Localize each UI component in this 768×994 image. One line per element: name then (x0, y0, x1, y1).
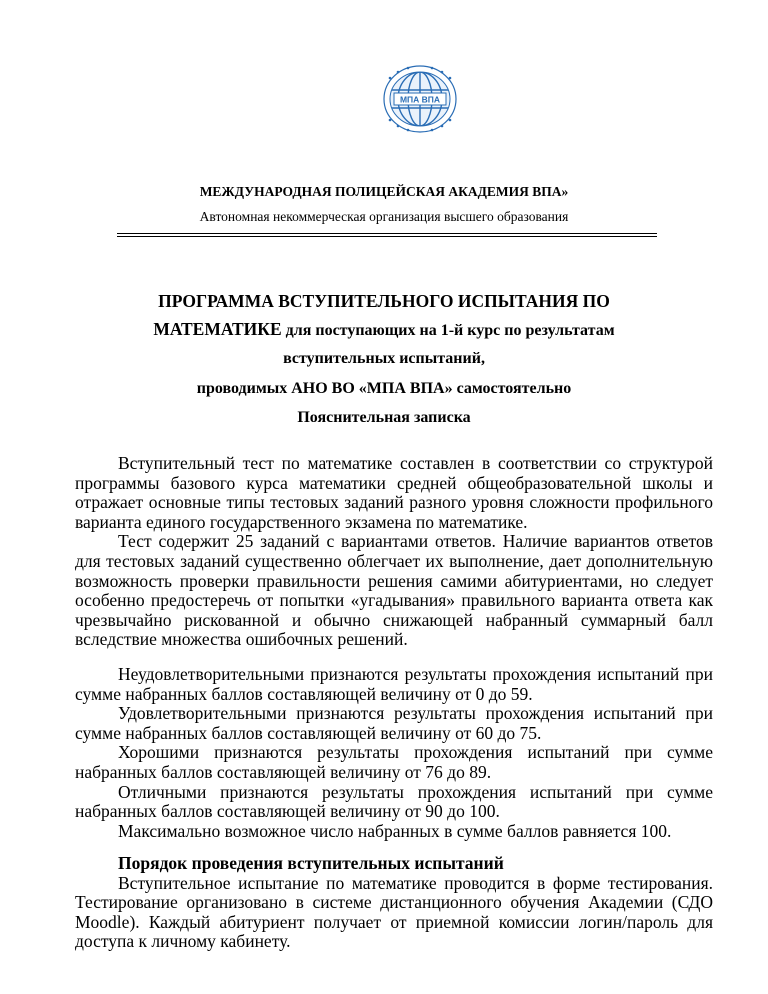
academy-logo (372, 64, 468, 138)
paragraph: Неудовлетворительными признаются результаты прохождения испытаний при сумме набранных баллов составляющей величину от 0 до 59. (75, 664, 713, 704)
organization-subtitle: Автономная некоммерческая организация высшего образования (199, 209, 569, 224)
section-procedure (75, 854, 713, 952)
paragraph: Удовлетворительными признаются результаты прохождения испытаний при сумме набранных баллов составляющей величину от 60 до 75. (75, 703, 713, 743)
paragraph: Отличными признаются результаты прохождения испытаний при сумме набранных баллов составляющей величину от 90 до 100. (75, 781, 713, 822)
title-line-2-rest: для поступающих на 1-й курс по результатам (281, 322, 615, 339)
title-line-2 (0, 319, 768, 340)
section-grading (75, 665, 713, 841)
title-line-3: вступительных испытаний, (283, 350, 485, 367)
title-line-4: проводимых АНО ВО «МПА ВПА» самостоятельно (196, 380, 572, 397)
title-subject: МАТЕМАТИКЕ (153, 319, 282, 339)
paragraph: Вступительный тест по математике составлен в соответствии со структурой программы базового курса математики средней общеобразовательной школы и отражает основные типы тестовых заданий разного уровня сложности профильного варианта единого государственного экзамена по математике. (75, 453, 713, 532)
section-intro (75, 454, 713, 650)
header-divider-bottom (117, 236, 657, 237)
organization-name: МЕЖДУНАРОДНАЯ ПОЛИЦЕЙСКАЯ АКАДЕМИЯ ВПА» (199, 184, 569, 199)
section-heading: Порядок проведения вступительных испытаний (118, 853, 504, 873)
header-divider-top (117, 233, 657, 234)
paragraph: Хорошими признаются результаты прохождения испытаний при сумме набранных баллов составляющей величину от 76 до 89. (75, 742, 713, 782)
logo-text: МПА ВПА (399, 94, 441, 105)
paragraph: Тест содержит 25 заданий с вариантами ответов. Наличие вариантов ответов для тестовых заданий существенно облегчает их выполнение, дает дополнительную возможность проверки правильности решения самими абитуриентами, но следует особенно предостеречь от попытки «угадывания» правильного варианта ответа как чрезвычайно рискованной и обычно снижающей набранный суммарный балл вследствие множества ошибочных решений. (75, 531, 713, 650)
paragraph: Максимально возможное число набранных в сумме баллов равняется 100. (118, 820, 672, 841)
explanatory-note-heading: Пояснительная записка (297, 409, 471, 426)
paragraph: Вступительное испытание по математике проводится в форме тестирования. Тестирование организовано в системе дистанционного обучения Академии (СДО Moodle). Каждый абитуриент получает от приемной комиссии логин/пароль для доступа к личному кабинету. (75, 872, 713, 952)
title-line-1: ПРОГРАММА ВСТУПИТЕЛЬНОГО ИСПЫТАНИЯ ПО (158, 291, 610, 311)
